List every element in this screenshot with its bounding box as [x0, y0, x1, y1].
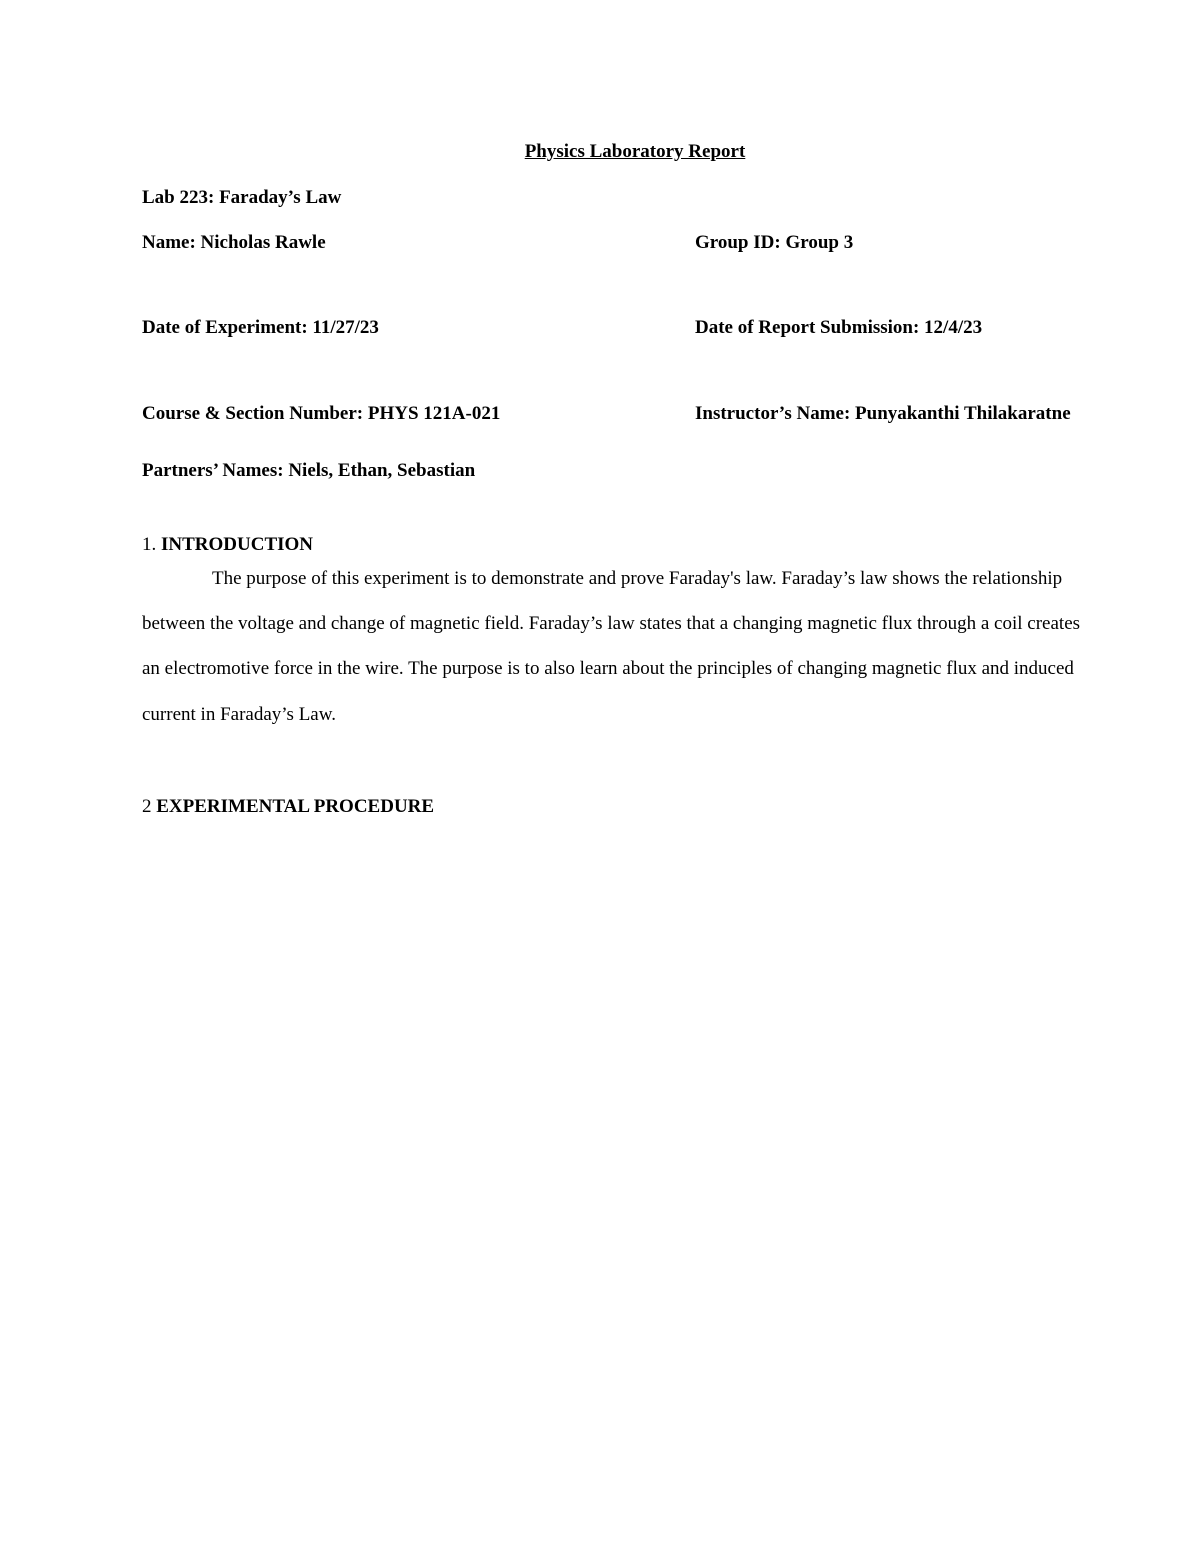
intro-paragraph-line: an electromotive force in the wire. The purpose is to also learn about the principles of changing magnetic flux and induced [142, 658, 1074, 679]
procedure-heading [142, 796, 434, 818]
date-of-submission: Date of Report Submission: 12/4/23 [695, 317, 983, 338]
lab-title: Lab 223: Faraday’s Law [142, 187, 342, 208]
section-heading: EXPERIMENTAL PROCEDURE [156, 796, 435, 817]
group-id: Group ID: Group 3 [695, 232, 854, 253]
student-name: Name: Nicholas Rawle [142, 232, 326, 253]
intro-paragraph-line: between the voltage and change of magnetic field. Faraday’s law states that a changing magnetic flux through a coil creates [142, 613, 1081, 634]
report-title: Physics Laboratory Report [524, 141, 746, 162]
instructor-name: Instructor’s Name: Punyakanthi Thilakaratne [695, 403, 1071, 424]
intro-paragraph-line: The purpose of this experiment is to demonstrate and prove Faraday's law. Faraday’s law shows the relationship [212, 568, 1063, 589]
date-of-experiment: Date of Experiment: 11/27/23 [142, 317, 379, 338]
introduction-heading [142, 534, 313, 556]
section-number: 2 [142, 796, 152, 817]
course-section: Course & Section Number: PHYS 121A-021 [142, 403, 501, 424]
section-heading: INTRODUCTION [161, 534, 314, 555]
section-number: 1. [142, 534, 157, 555]
partners-names: Partners’ Names: Niels, Ethan, Sebastian [142, 460, 476, 481]
intro-paragraph-line: current in Faraday’s Law. [142, 704, 336, 725]
